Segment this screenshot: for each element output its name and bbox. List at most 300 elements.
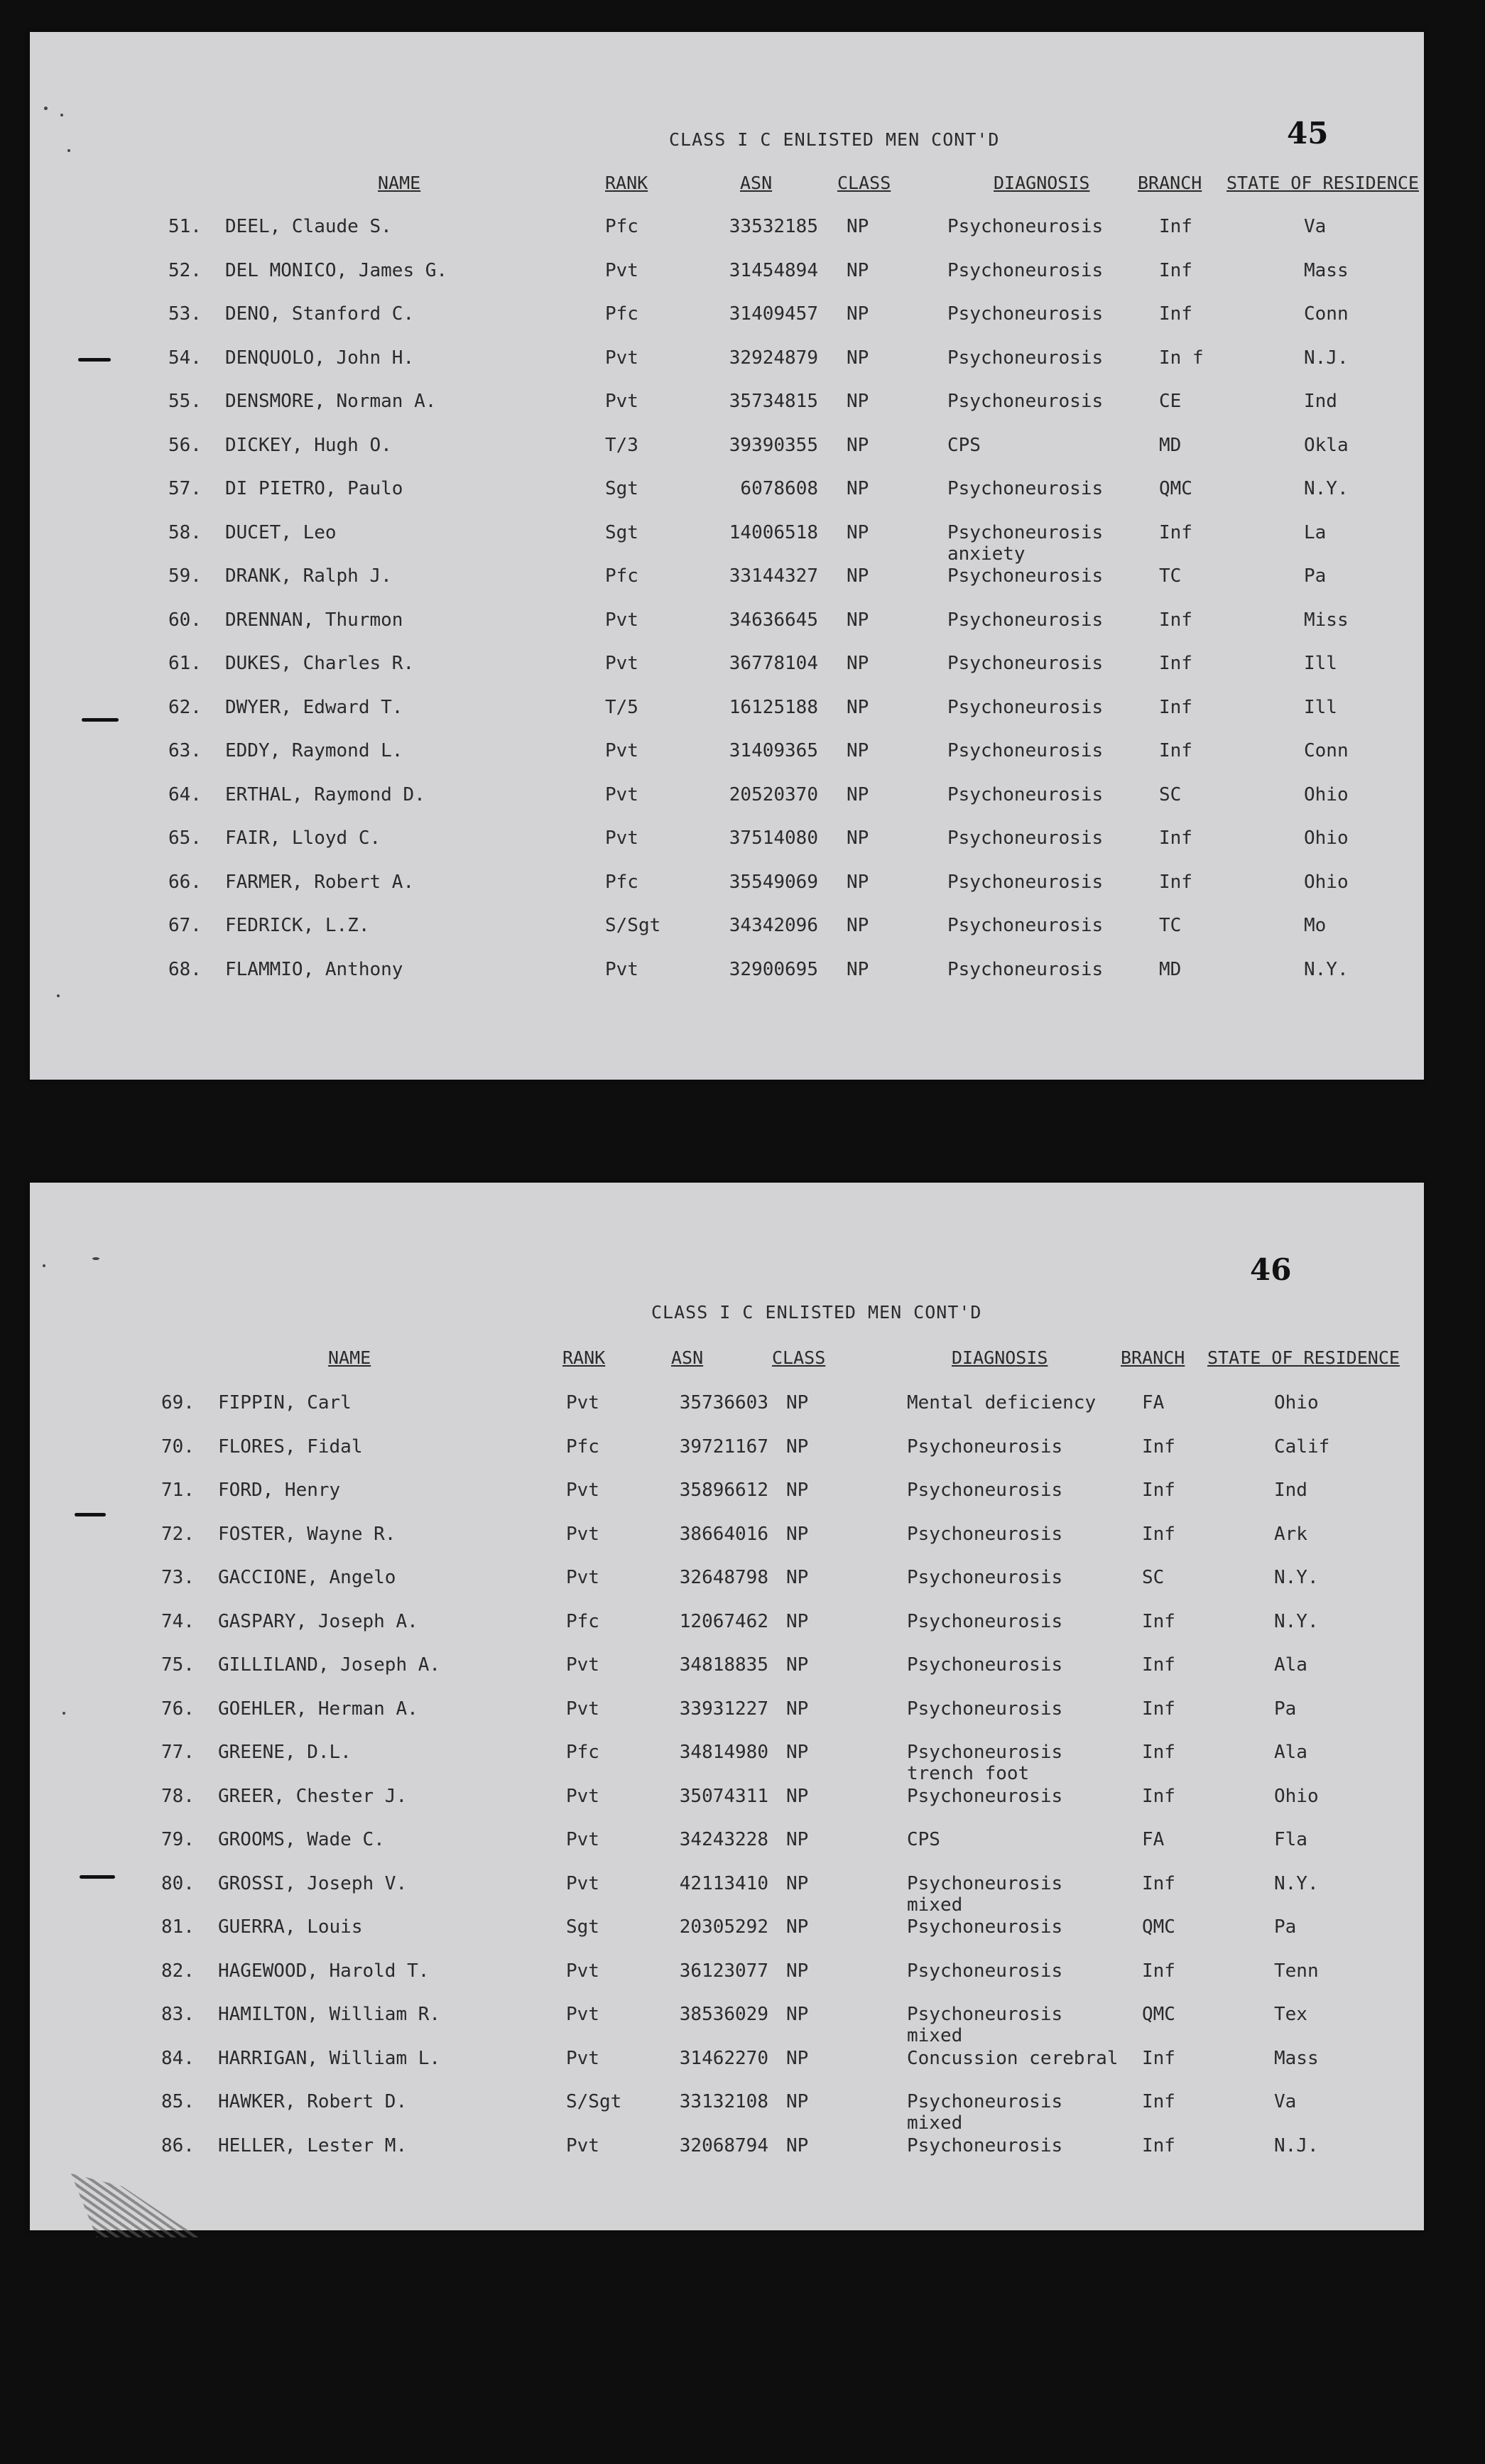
table-row (30, 784, 1424, 828)
enlisted-name: GUERRA, Louis (218, 1916, 363, 1938)
class-cell: NP (786, 1435, 809, 1458)
state-cell: Tenn (1274, 1960, 1319, 1982)
asn-cell: 34243228 (679, 1829, 768, 1850)
row-number: 75. (161, 1654, 195, 1676)
branch-cell: FA (1142, 1829, 1165, 1850)
diagnosis-text: Psychoneurosis (907, 1435, 1063, 1458)
asn-cell: 31409365 (729, 740, 818, 761)
enlisted-name: GASPARY, Joseph A. (218, 1610, 418, 1632)
table-row (30, 1392, 1424, 1436)
rank-cell: Pfc (605, 303, 638, 325)
enlisted-name: HAWKER, Robert D. (218, 2091, 408, 2112)
table-row (30, 827, 1424, 872)
asn-cell: 35734815 (729, 391, 818, 412)
asn-cell: 34818835 (679, 1654, 768, 1676)
enlisted-name: GREER, Chester J. (218, 1785, 408, 1807)
diagnosis-text: Psychoneurosis (907, 1654, 1063, 1676)
header-diagnosis: DIAGNOSIS (994, 173, 1090, 193)
state-cell: Ill (1304, 696, 1337, 718)
asn-cell: 36778104 (729, 653, 818, 674)
row-number: 82. (161, 1960, 195, 1982)
diagnosis-text: Psychoneurosis (907, 2134, 1063, 2156)
class-cell: NP (847, 347, 869, 369)
table-row (30, 1916, 1424, 1960)
speck (43, 1264, 45, 1267)
branch-cell: FA (1142, 1392, 1165, 1413)
branch-cell: Inf (1142, 1742, 1175, 1763)
row-number: 79. (161, 1829, 195, 1850)
rank-cell: Sgt (605, 521, 638, 543)
enlisted-name: HAGEWOOD, Harold T. (218, 1960, 430, 1982)
row-number: 72. (161, 1523, 195, 1545)
branch-cell: SC (1142, 1567, 1165, 1588)
class-cell: NP (786, 1698, 809, 1720)
asn-cell: 20520370 (729, 783, 818, 805)
branch-cell: Inf (1159, 653, 1192, 674)
diagnosis-text: Mental deficiency (907, 1392, 1097, 1413)
rank-cell: Pfc (605, 871, 638, 893)
diagnosis-text: Psychoneurosis (947, 958, 1104, 980)
diagnosis-cell (947, 827, 1103, 849)
header-asn: ASN (740, 173, 773, 193)
row-number: 54. (168, 347, 202, 369)
row-number: 70. (161, 1435, 195, 1458)
table-row (30, 1436, 1424, 1480)
diagnosis-cell (947, 872, 1103, 893)
table-row (30, 565, 1424, 609)
rank-cell: Pvt (605, 391, 638, 412)
diagnosis-text: Concussion cerebral (907, 2047, 1119, 2069)
diagnosis-text: Psychoneurosis (907, 1916, 1063, 1938)
enlisted-name: DUCET, Leo (225, 521, 337, 543)
rank-cell: Pvt (566, 1829, 599, 1850)
diagnosis-text: Psychoneurosis (947, 216, 1104, 237)
diagnosis-cell (947, 697, 1103, 718)
asn-cell: 33532185 (729, 216, 818, 237)
diagnosis-cell (947, 609, 1103, 631)
branch-cell: Inf (1159, 696, 1192, 718)
diagnosis-cell (907, 2004, 1062, 2046)
enlisted-name: DRANK, Ralph J. (225, 565, 392, 587)
page-title: CLASS I C ENLISTED MEN CONT'D (669, 129, 1000, 150)
diagnosis-cell (907, 1786, 1062, 1807)
class-cell: NP (847, 609, 869, 631)
rank-cell: S/Sgt (566, 2091, 622, 2112)
diagnosis-text: Psychoneurosis (947, 521, 1104, 543)
rank-cell: Pvt (566, 2047, 599, 2069)
asn-cell: 34342096 (729, 915, 818, 936)
table-row (30, 1829, 1424, 1873)
branch-cell: Inf (1159, 259, 1192, 281)
table-row (30, 303, 1424, 347)
table-row (30, 1654, 1424, 1698)
state-cell: Okla (1304, 434, 1349, 456)
asn-cell: 32924879 (729, 347, 818, 369)
state-cell: Mo (1304, 915, 1327, 936)
class-cell: NP (786, 1742, 809, 1763)
diagnosis-cell (947, 522, 1103, 565)
diagnosis-cell (907, 1524, 1062, 1545)
rank-cell: Pvt (566, 2134, 599, 2156)
header-branch: BRANCH (1121, 1347, 1185, 1368)
state-cell: Tex (1274, 2004, 1307, 2025)
enlisted-name: GROOMS, Wade C. (218, 1829, 385, 1850)
asn-cell: 32900695 (729, 958, 818, 980)
diagnosis-cell (947, 653, 1103, 674)
diagnosis-cell (907, 1916, 1062, 1938)
state-cell: Ala (1274, 1654, 1307, 1676)
branch-cell: TC (1159, 565, 1182, 587)
rank-cell: Pfc (566, 1610, 599, 1632)
class-cell: NP (786, 1916, 809, 1938)
state-cell: Va (1304, 216, 1327, 237)
branch-cell: Inf (1142, 2047, 1175, 2069)
speck (62, 1712, 65, 1715)
row-number: 66. (168, 871, 202, 893)
asn-cell: 6078608 (740, 478, 818, 499)
table-row (30, 653, 1424, 697)
enlisted-name: GROSSI, Joseph V. (218, 1872, 408, 1894)
enlisted-name: DEEL, Claude S. (225, 216, 392, 237)
rank-cell: Pvt (605, 740, 638, 761)
state-cell: Mass (1304, 259, 1349, 281)
row-number: 53. (168, 303, 202, 325)
state-cell: Conn (1304, 303, 1349, 325)
diagnosis-cell (947, 959, 1103, 980)
document-page-46 (30, 1183, 1424, 2230)
header-state: STATE OF RESIDENCE (1226, 173, 1419, 193)
branch-cell: Inf (1159, 740, 1192, 761)
margin-mark (78, 358, 111, 362)
asn-cell: 34636645 (729, 609, 818, 631)
speck (57, 994, 60, 997)
enlisted-name: HARRIGAN, William L. (218, 2047, 441, 2069)
state-cell: Calif (1274, 1435, 1330, 1458)
state-cell: Ind (1304, 391, 1337, 412)
speck (67, 149, 70, 152)
diagnosis-text: Psychoneurosis (907, 1610, 1063, 1632)
state-cell: Ohio (1274, 1785, 1319, 1807)
class-cell: NP (786, 1567, 809, 1588)
page-number: 46 (1250, 1252, 1292, 1287)
class-cell: NP (847, 303, 869, 325)
enlisted-name: DENSMORE, Norman A. (225, 391, 437, 412)
row-number: 83. (161, 2004, 195, 2025)
rank-cell: Pvt (566, 1960, 599, 1982)
row-number: 78. (161, 1785, 195, 1807)
row-number: 67. (168, 915, 202, 936)
rank-cell: Pvt (566, 1480, 599, 1501)
diagnosis-cell (947, 391, 1103, 412)
diagnosis-cell (947, 915, 1103, 936)
diagnosis-cell (907, 1742, 1062, 1784)
header-class: CLASS (772, 1347, 826, 1368)
table-row (30, 959, 1424, 1003)
table-row (30, 1480, 1424, 1524)
enlisted-name: GILLILAND, Joseph A. (218, 1654, 441, 1676)
asn-cell: 39390355 (729, 434, 818, 456)
class-cell: NP (847, 521, 869, 543)
diagnosis-text: Psychoneurosis (907, 1480, 1063, 1501)
class-cell: NP (786, 1960, 809, 1982)
branch-cell: Inf (1142, 1610, 1175, 1632)
state-cell: N.J. (1274, 2134, 1319, 2156)
asn-cell: 35736603 (679, 1392, 768, 1413)
table-row (30, 2135, 1424, 2179)
rank-cell: Pvt (605, 783, 638, 805)
row-number: 60. (168, 609, 202, 631)
row-number: 55. (168, 391, 202, 412)
rank-cell: Pvt (605, 347, 638, 369)
class-cell: NP (847, 653, 869, 674)
row-number: 59. (168, 565, 202, 587)
class-cell: NP (847, 259, 869, 281)
enlisted-name: ERTHAL, Raymond D. (225, 783, 425, 805)
state-cell: Ohio (1304, 827, 1349, 849)
speck (60, 114, 63, 116)
rank-cell: Pvt (605, 827, 638, 849)
diagnosis-cell (947, 740, 1103, 761)
diagnosis-detail: anxiety (947, 543, 1026, 565)
branch-cell: Inf (1142, 1523, 1175, 1545)
state-cell: Pa (1274, 1698, 1297, 1720)
enlisted-name: DENQUOLO, John H. (225, 347, 415, 369)
state-cell: Pa (1274, 1916, 1297, 1938)
table-row (30, 522, 1424, 566)
table-row (30, 1742, 1424, 1786)
diagnosis-text: Psychoneurosis (907, 1567, 1063, 1588)
branch-cell: QMC (1159, 478, 1192, 499)
diagnosis-text: Psychoneurosis (907, 1742, 1063, 1763)
row-number: 77. (161, 1742, 195, 1763)
class-cell: NP (847, 827, 869, 849)
row-number: 68. (168, 958, 202, 980)
diagnosis-text: Psychoneurosis (947, 696, 1104, 718)
branch-cell: Inf (1142, 1960, 1175, 1982)
table-row (30, 216, 1424, 260)
branch-cell: Inf (1159, 521, 1192, 543)
rank-cell: Pvt (605, 653, 638, 674)
state-cell: Pa (1304, 565, 1327, 587)
asn-cell: 16125188 (729, 696, 818, 718)
state-cell: N.Y. (1274, 1610, 1319, 1632)
diagnosis-text: Psychoneurosis (947, 740, 1104, 761)
speck (92, 1257, 99, 1260)
page-number: 45 (1287, 116, 1329, 151)
rank-cell: Pvt (566, 2004, 599, 2025)
document-page-45 (30, 32, 1424, 1080)
state-cell: N.Y. (1274, 1567, 1319, 1588)
asn-cell: 31409457 (729, 303, 818, 325)
diagnosis-cell (907, 2135, 1062, 2156)
diagnosis-text: Psychoneurosis (947, 303, 1104, 325)
class-cell: NP (786, 1392, 809, 1413)
class-cell: NP (786, 1523, 809, 1545)
state-cell: La (1304, 521, 1327, 543)
diagnosis-text: Psychoneurosis (947, 347, 1104, 369)
table-row (30, 2091, 1424, 2135)
row-number: 58. (168, 521, 202, 543)
rank-cell: Pfc (605, 216, 638, 237)
branch-cell: Inf (1142, 1435, 1175, 1458)
class-cell: NP (847, 915, 869, 936)
diagnosis-text: Psychoneurosis (907, 2091, 1063, 2112)
header-rank: RANK (562, 1347, 606, 1368)
margin-mark (80, 1875, 115, 1879)
diagnosis-text: CPS (907, 1829, 940, 1850)
table-row (30, 609, 1424, 653)
diagnosis-cell (907, 1698, 1062, 1720)
diagnosis-cell (947, 565, 1103, 587)
asn-cell: 38664016 (679, 1523, 768, 1545)
rank-cell: Pfc (566, 1435, 599, 1458)
branch-cell: QMC (1142, 1916, 1175, 1938)
enlisted-name: DICKEY, Hugh O. (225, 434, 392, 456)
branch-cell: TC (1159, 915, 1182, 936)
row-number: 80. (161, 1872, 195, 1894)
branch-cell: Inf (1142, 1698, 1175, 1720)
diagnosis-text: Psychoneurosis (947, 391, 1104, 412)
class-cell: NP (786, 1829, 809, 1850)
asn-cell: 33144327 (729, 565, 818, 587)
state-cell: Conn (1304, 740, 1349, 761)
diagnosis-text: Psychoneurosis (947, 653, 1104, 674)
diagnosis-text: Psychoneurosis (947, 871, 1104, 893)
row-number: 76. (161, 1698, 195, 1720)
class-cell: NP (847, 696, 869, 718)
table-row (30, 1960, 1424, 2004)
rank-cell: Sgt (566, 1916, 599, 1938)
diagnosis-text: Psychoneurosis (947, 783, 1104, 805)
rank-cell: Pfc (566, 1742, 599, 1763)
table-row (30, 1698, 1424, 1742)
header-name: NAME (328, 1347, 371, 1368)
rank-cell: Pvt (605, 958, 638, 980)
class-cell: NP (847, 434, 869, 456)
asn-cell: 14006518 (729, 521, 818, 543)
class-cell: NP (786, 1872, 809, 1894)
diagnosis-text: Psychoneurosis (947, 565, 1104, 587)
diagnosis-text: CPS (947, 434, 981, 456)
diagnosis-text: Psychoneurosis (947, 827, 1104, 849)
enlisted-name: HELLER, Lester M. (218, 2134, 408, 2156)
class-cell: NP (847, 958, 869, 980)
row-number: 84. (161, 2047, 195, 2069)
table-row (30, 2004, 1424, 2048)
table-row (30, 260, 1424, 304)
header-diagnosis: DIAGNOSIS (952, 1347, 1048, 1368)
asn-cell: 36123077 (679, 1960, 768, 1982)
rank-cell: T/5 (605, 696, 638, 718)
table-row (30, 347, 1424, 391)
row-number: 56. (168, 434, 202, 456)
table-row (30, 2048, 1424, 2092)
diagnosis-text: Psychoneurosis (907, 1698, 1063, 1720)
asn-cell: 20305292 (679, 1916, 768, 1938)
state-cell: Ala (1274, 1742, 1307, 1763)
state-cell: Ill (1304, 653, 1337, 674)
enlisted-name: DI PIETRO, Paulo (225, 478, 403, 499)
state-cell: Ind (1274, 1480, 1307, 1501)
enlisted-name: GREENE, D.L. (218, 1742, 352, 1763)
header-branch: BRANCH (1138, 173, 1202, 193)
table-row (30, 1611, 1424, 1655)
table-row (30, 391, 1424, 435)
branch-cell: SC (1159, 783, 1182, 805)
enlisted-name: FORD, Henry (218, 1480, 341, 1501)
diagnosis-cell (947, 478, 1103, 499)
rank-cell: Pvt (566, 1392, 599, 1413)
class-cell: NP (786, 2047, 809, 2069)
header-name: NAME (378, 173, 421, 193)
roster-table (30, 216, 1424, 1002)
class-cell: NP (847, 740, 869, 761)
table-row (30, 1524, 1424, 1568)
state-cell: N.Y. (1274, 1872, 1319, 1894)
rank-cell: Pfc (605, 565, 638, 587)
state-cell: Fla (1274, 1829, 1307, 1850)
table-row (30, 478, 1424, 522)
rank-cell: S/Sgt (605, 915, 661, 936)
diagnosis-detail: trench foot (907, 1763, 1030, 1784)
class-cell: NP (847, 391, 869, 412)
enlisted-name: DENO, Stanford C. (225, 303, 415, 325)
state-cell: Mass (1274, 2047, 1319, 2069)
asn-cell: 31462270 (679, 2047, 768, 2069)
diagnosis-cell (947, 216, 1103, 237)
diagnosis-detail: mixed (907, 1894, 963, 1916)
margin-mark (75, 1513, 106, 1516)
enlisted-name: FARMER, Robert A. (225, 871, 415, 893)
asn-cell: 37514080 (729, 827, 818, 849)
rank-cell: Sgt (605, 478, 638, 499)
enlisted-name: FLORES, Fidal (218, 1435, 363, 1458)
speck (44, 107, 48, 110)
state-cell: Va (1274, 2091, 1297, 2112)
asn-cell: 31454894 (729, 259, 818, 281)
rank-cell: T/3 (605, 434, 638, 456)
class-cell: NP (847, 565, 869, 587)
diagnosis-text: Psychoneurosis (907, 2004, 1063, 2025)
table-row (30, 872, 1424, 916)
table-row (30, 1873, 1424, 1917)
diagnosis-cell (907, 1829, 940, 1850)
asn-cell: 33132108 (679, 2091, 768, 2112)
rank-cell: Pvt (605, 259, 638, 281)
row-number: 85. (161, 2091, 195, 2112)
diagnosis-text: Psychoneurosis (907, 1872, 1063, 1894)
branch-cell: Inf (1142, 2134, 1175, 2156)
diagnosis-cell (907, 1480, 1062, 1501)
enlisted-name: EDDY, Raymond L. (225, 740, 403, 761)
class-cell: NP (786, 1610, 809, 1632)
state-cell: Ohio (1274, 1392, 1319, 1413)
diagnosis-cell (907, 1567, 1062, 1588)
class-cell: NP (786, 2134, 809, 2156)
table-row (30, 697, 1424, 741)
table-row (30, 915, 1424, 959)
branch-cell: Inf (1142, 1872, 1175, 1894)
diagnosis-detail: mixed (907, 2112, 963, 2134)
row-number: 63. (168, 740, 202, 761)
rank-cell: Pvt (566, 1654, 599, 1676)
enlisted-name: FAIR, Lloyd C. (225, 827, 381, 849)
diagnosis-cell (947, 435, 981, 456)
state-cell: Miss (1304, 609, 1349, 631)
diagnosis-cell (907, 2091, 1062, 2134)
diagnosis-cell (947, 260, 1103, 281)
class-cell: NP (786, 1654, 809, 1676)
